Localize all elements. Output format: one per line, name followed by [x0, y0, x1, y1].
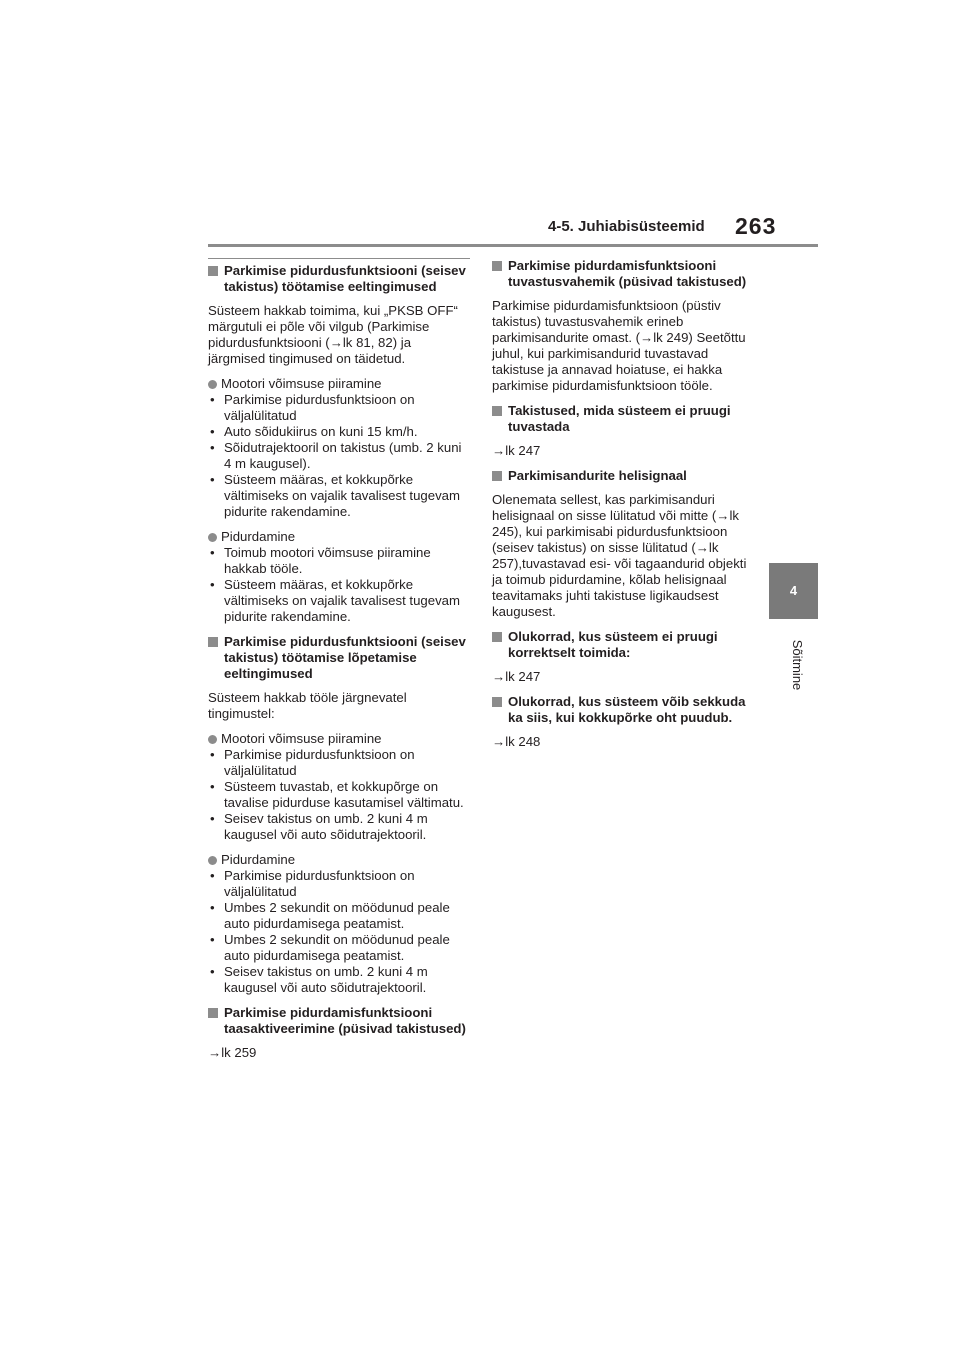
list-item: • Sõidutrajektooril on takistus (umb. 2 kuni 4 m kaugusel). — [208, 440, 470, 472]
paragraph: Olenemata sellest, kas parkimisanduri helisignaal on sisse lülitatud või mitte (→lk 245), kui parkimisabi pidurdusfunktsioon (seisev takistus) on sisse lülitatud (→lk 257),tuvastavad esi- või tagaandurid objekti ja toimub pidurdamine, kõlab helisignaal teavitamaks juhti takistuse ligikaudsest kaugusest. — [492, 492, 747, 619]
subheading: Pidurdamine — [208, 852, 470, 868]
list-item: • Süsteem tuvastab, et kokkupõrge on tavalise pidurduse kasutamisel vältimatu. — [208, 779, 470, 811]
list-item: • Süsteem määras, et kokkupõrke vältimiseks on vajalik tavalisest tugevam pidurite rakendamine. — [208, 577, 470, 625]
page-reference: →lk 247 — [492, 669, 541, 684]
section-title: 4-5. Juhiabisüsteemid — [548, 218, 705, 235]
list-item: • Parkimise pidurdusfunktsioon on väljalülitatud — [208, 868, 470, 900]
square-bullet-icon — [492, 471, 502, 481]
square-bullet-icon — [208, 266, 218, 276]
square-bullet-icon — [492, 632, 502, 642]
list-item: • Umbes 2 sekundit on möödunud peale auto pidurdamisega peatamist. — [208, 900, 470, 932]
square-bullet-icon — [492, 406, 502, 416]
bullet-list — [208, 868, 470, 996]
list-item: • Umbes 2 sekundit on möödunud peale auto pidurdamisega peatamist. — [208, 932, 470, 964]
subheading: Pidurdamine — [208, 529, 470, 545]
list-item: • Seisev takistus on umb. 2 kuni 4 m kaugusel või auto sõidutrajektooril. — [208, 964, 470, 996]
subheading: Mootori võimsuse piiramine — [208, 731, 470, 747]
list-item: • Parkimise pidurdusfunktsioon on väljalülitatud — [208, 392, 470, 424]
list-item: • Süsteem määras, et kokkupõrke vältimiseks on vajalik tavalisest tugevam pidurite rakendamine. — [208, 472, 470, 520]
section-heading: Olukorrad, kus süsteem ei pruugi korrektselt toimida: — [492, 629, 754, 661]
section-heading: Parkimise pidurdamisfunktsiooni tuvastusvahemik (püsivad takistused) — [492, 258, 754, 290]
list-item: • Toimub mootori võimsuse piiramine hakkab tööle. — [208, 545, 470, 577]
square-bullet-icon — [208, 637, 218, 647]
square-bullet-icon — [492, 261, 502, 271]
section-heading: Parkimisandurite helisignaal — [492, 468, 754, 484]
list-item: • Seisev takistus on umb. 2 kuni 4 m kaugusel või auto sõidutrajektooril. — [208, 811, 470, 843]
chapter-label: Sõitmine — [790, 639, 805, 691]
chapter-tab: 4 — [769, 563, 818, 619]
list-item: • Auto sõidukiirus on kuni 15 km/h. — [208, 424, 470, 440]
page-reference: →lk 247 — [492, 443, 541, 458]
circle-bullet-icon — [208, 380, 217, 389]
page-reference: →lk 259 — [208, 1045, 257, 1060]
square-bullet-icon — [492, 697, 502, 707]
header-divider — [208, 244, 818, 247]
circle-bullet-icon — [208, 856, 217, 865]
section-heading: Parkimise pidurdamisfunktsiooni taasaktiveerimine (püsivad takistused) — [208, 1005, 470, 1037]
page-number: 263 — [735, 213, 777, 239]
bullet-list — [208, 747, 470, 843]
page-reference: →lk 248 — [492, 734, 541, 749]
paragraph: Süsteem hakkab tööle järgnevatel tingimustel: — [208, 690, 407, 721]
left-column — [208, 258, 470, 1070]
square-bullet-icon — [208, 1008, 218, 1018]
bullet-list — [208, 545, 470, 625]
circle-bullet-icon — [208, 533, 217, 542]
bullet-list — [208, 392, 470, 520]
list-item: • Parkimise pidurdusfunktsioon on väljalülitatud — [208, 747, 470, 779]
section-heading: Takistused, mida süsteem ei pruugi tuvastada — [492, 403, 754, 435]
right-column — [492, 258, 754, 759]
paragraph: Parkimise pidurdamisfunktsioon (püstiv takistus) tuvastusvahemik erineb parkimisandurite omast. (→lk 249) Seetõttu juhul, kui parkimisandurid tuvastavad takistuse ja annavad hoiatuse, ei hakka parkimise pidurdamisfunktsioon tööle. — [492, 298, 746, 393]
section-heading: Olukorrad, kus süsteem võib sekkuda ka siis, kui kokkupõrke oht puudub. — [492, 694, 754, 726]
subheading: Mootori võimsuse piiramine — [208, 376, 470, 392]
circle-bullet-icon — [208, 735, 217, 744]
section-heading: Parkimise pidurdusfunktsiooni (seisev takistus) töötamise eeltingimused — [208, 263, 470, 295]
column-top-rule — [208, 258, 470, 259]
section-heading: Parkimise pidurdusfunktsiooni (seisev takistus) töötamise lõpetamise eeltingimused — [208, 634, 470, 682]
paragraph: Süsteem hakkab toimima, kui „PKSB OFF“ märgutuli ei põle või vilgub (Parkimise pidurdusfunktsiooni (→lk 81, 82) ja järgmised tingimused on täidetud. — [208, 303, 458, 366]
